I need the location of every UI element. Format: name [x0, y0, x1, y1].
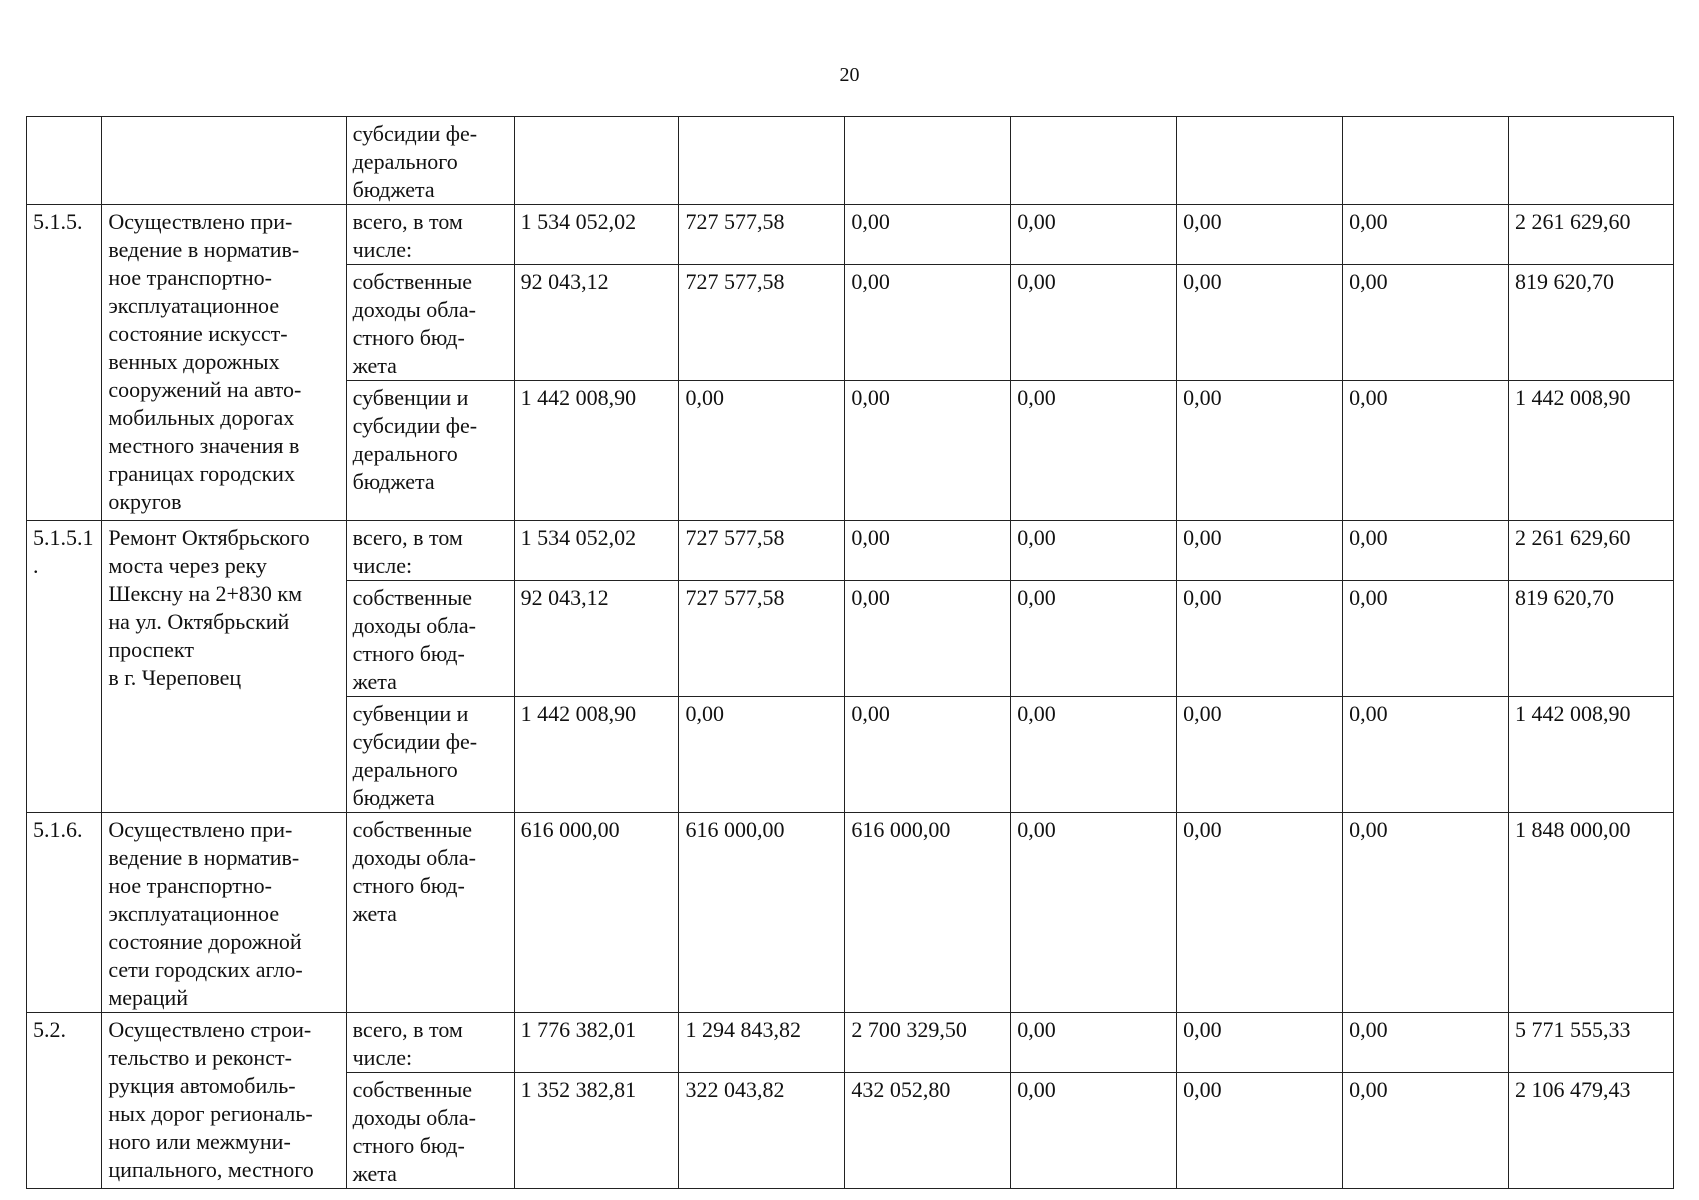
- funding-source-cell: собственные доходы обла- стного бюд- жета: [346, 813, 514, 1013]
- value-cell: 0,00: [1343, 1073, 1509, 1189]
- row-code-cell: 5.1.6.: [27, 813, 102, 1013]
- value-cell: 0,00: [845, 205, 1011, 265]
- value-cell: 616 000,00: [679, 813, 845, 1013]
- value-cell: 0,00: [1011, 265, 1177, 381]
- value-cell: 0,00: [1343, 381, 1509, 521]
- value-cell: [1011, 117, 1177, 205]
- value-cell: 1 294 843,82: [679, 1013, 845, 1073]
- value-cell: 727 577,58: [679, 205, 845, 265]
- table-row: [27, 117, 1674, 205]
- value-cell: 0,00: [1177, 581, 1343, 697]
- funding-source-cell: субсидии фе- дерального бюджета: [346, 117, 514, 205]
- total-cell: 1 442 008,90: [1508, 381, 1673, 521]
- value-cell: 0,00: [1011, 697, 1177, 813]
- value-cell: 92 043,12: [514, 581, 679, 697]
- value-cell: 322 043,82: [679, 1073, 845, 1189]
- row-name-cell: Осуществлено строи- тельство и реконст- рукция автомобиль- ных дорог региональ- ного или межмуни- ципального, местного: [102, 1013, 346, 1189]
- value-cell: 0,00: [679, 697, 845, 813]
- value-cell: 0,00: [845, 521, 1011, 581]
- value-cell: 0,00: [1177, 205, 1343, 265]
- table-row: [27, 205, 1674, 265]
- value-cell: 1 534 052,02: [514, 205, 679, 265]
- value-cell: 1 442 008,90: [514, 381, 679, 521]
- value-cell: 0,00: [1177, 381, 1343, 521]
- row-code-cell: 5.1.5.: [27, 205, 102, 521]
- value-cell: 0,00: [1343, 1013, 1509, 1073]
- value-cell: [1343, 117, 1509, 205]
- budget-table: [26, 116, 1674, 1189]
- value-cell: 0,00: [1011, 581, 1177, 697]
- value-cell: 0,00: [1011, 1013, 1177, 1073]
- funding-source-cell: субвенции и субсидии фе- дерального бюджета: [346, 381, 514, 521]
- value-cell: 616 000,00: [514, 813, 679, 1013]
- total-cell: 819 620,70: [1508, 581, 1673, 697]
- row-code-cell: 5.1.5.1.: [27, 521, 102, 813]
- row-code-cell: [27, 117, 102, 205]
- value-cell: [845, 117, 1011, 205]
- value-cell: 727 577,58: [679, 265, 845, 381]
- value-cell: 0,00: [845, 381, 1011, 521]
- total-cell: 1 848 000,00: [1508, 813, 1673, 1013]
- funding-source-cell: субвенции и субсидии фе- дерального бюджета: [346, 697, 514, 813]
- total-cell: 5 771 555,33: [1508, 1013, 1673, 1073]
- value-cell: 0,00: [845, 265, 1011, 381]
- value-cell: 0,00: [845, 697, 1011, 813]
- value-cell: [1508, 117, 1673, 205]
- value-cell: 0,00: [1177, 813, 1343, 1013]
- value-cell: [514, 117, 679, 205]
- value-cell: 0,00: [1177, 697, 1343, 813]
- row-name-cell: Осуществлено при- ведение в норматив- ное транспортно- эксплуатационное состояние искусст- венных дорожных сооружений на авто- мобильных дорогах местного значения в границах городских округов: [102, 205, 346, 521]
- table-row: [27, 521, 1674, 581]
- value-cell: 0,00: [1177, 521, 1343, 581]
- value-cell: [1177, 117, 1343, 205]
- value-cell: 0,00: [1011, 381, 1177, 521]
- funding-source-cell: собственные доходы обла- стного бюд- жета: [346, 1073, 514, 1189]
- total-cell: 1 442 008,90: [1508, 697, 1673, 813]
- value-cell: 0,00: [1343, 813, 1509, 1013]
- value-cell: 1 534 052,02: [514, 521, 679, 581]
- value-cell: 727 577,58: [679, 581, 845, 697]
- value-cell: 0,00: [1011, 1073, 1177, 1189]
- value-cell: 616 000,00: [845, 813, 1011, 1013]
- page-number: 20: [839, 64, 860, 86]
- value-cell: 0,00: [679, 381, 845, 521]
- value-cell: 92 043,12: [514, 265, 679, 381]
- value-cell: 1 352 382,81: [514, 1073, 679, 1189]
- table-row: [27, 813, 1674, 1013]
- funding-source-cell: собственные доходы обла- стного бюд- жета: [346, 265, 514, 381]
- row-name-cell: Осуществлено при- ведение в норматив- ное транспортно- эксплуатационное состояние дорожной сети городских агло- мераций: [102, 813, 346, 1013]
- value-cell: 0,00: [1011, 205, 1177, 265]
- funding-source-cell: всего, в том числе:: [346, 521, 514, 581]
- funding-source-cell: собственные доходы обла- стного бюд- жета: [346, 581, 514, 697]
- value-cell: 0,00: [1343, 581, 1509, 697]
- value-cell: 0,00: [1343, 265, 1509, 381]
- value-cell: 0,00: [1177, 1013, 1343, 1073]
- value-cell: 0,00: [1343, 205, 1509, 265]
- funding-source-cell: всего, в том числе:: [346, 205, 514, 265]
- row-name-cell: [102, 117, 346, 205]
- value-cell: 2 700 329,50: [845, 1013, 1011, 1073]
- total-cell: 819 620,70: [1508, 265, 1673, 381]
- total-cell: 2 261 629,60: [1508, 521, 1673, 581]
- total-cell: 2 261 629,60: [1508, 205, 1673, 265]
- value-cell: 0,00: [1343, 697, 1509, 813]
- total-cell: 2 106 479,43: [1508, 1073, 1673, 1189]
- row-name-cell: Ремонт Октябрьского моста через реку Шексну на 2+830 км на ул. Октябрьский проспект в г. Череповец: [102, 521, 346, 813]
- value-cell: 727 577,58: [679, 521, 845, 581]
- value-cell: 0,00: [1011, 521, 1177, 581]
- value-cell: 0,00: [1343, 521, 1509, 581]
- value-cell: [679, 117, 845, 205]
- value-cell: 432 052,80: [845, 1073, 1011, 1189]
- table-row: [27, 1013, 1674, 1073]
- value-cell: 0,00: [1177, 265, 1343, 381]
- value-cell: 1 442 008,90: [514, 697, 679, 813]
- value-cell: 0,00: [1177, 1073, 1343, 1189]
- row-code-cell: 5.2.: [27, 1013, 102, 1189]
- funding-source-cell: всего, в том числе:: [346, 1013, 514, 1073]
- value-cell: 0,00: [845, 581, 1011, 697]
- value-cell: 1 776 382,01: [514, 1013, 679, 1073]
- value-cell: 0,00: [1011, 813, 1177, 1013]
